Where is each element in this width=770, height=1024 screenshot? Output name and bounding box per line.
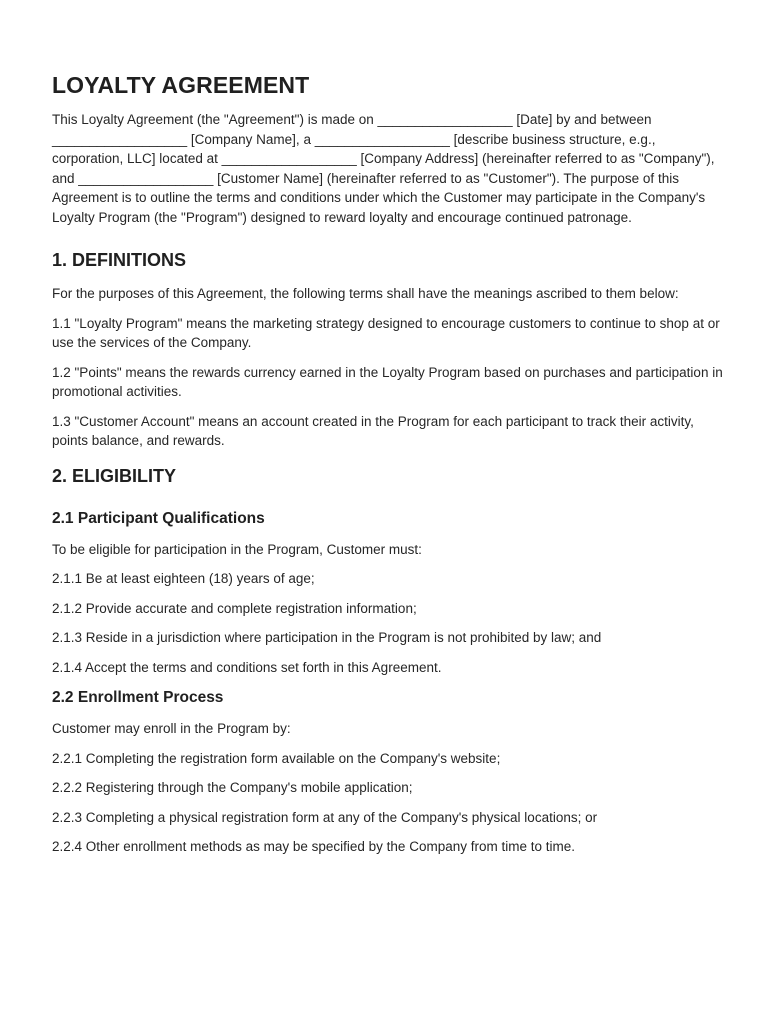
enrollment-item: 2.2.4 Other enrollment methods as may be specified by the Company from time to time. xyxy=(52,839,575,854)
definition-item: 1.2 "Points" means the rewards currency earned in the Loyalty Program based on purchases and participation in promotional activities. xyxy=(52,364,723,399)
enrollment-item: 2.2.2 Registering through the Company's mobile application; xyxy=(52,780,413,795)
qualifications-lead: To be eligible for participation in the Program, Customer must: xyxy=(52,541,422,557)
qualification-item: 2.1.3 Reside in a jurisdiction where participation in the Program is not prohibited by law; and xyxy=(52,630,602,645)
section-heading-definitions: 1. DEFINITIONS xyxy=(52,250,187,270)
subsection-heading-qualifications: 2.1 Participant Qualifications xyxy=(52,509,265,527)
enrollment-item: 2.2.3 Completing a physical registration form at any of the Company's physical locations; or xyxy=(52,809,598,825)
qualification-item: 2.1.1 Be at least eighteen (18) years of age; xyxy=(52,571,315,586)
enrollment-item: 2.2.1 Completing the registration form available on the Company's website; xyxy=(52,750,501,766)
qualification-item: 2.1.2 Provide accurate and complete registration information; xyxy=(52,600,417,616)
section-heading-eligibility: 2. ELIGIBILITY xyxy=(52,465,177,486)
qualification-item: 2.1.4 Accept the terms and conditions set forth in this Agreement. xyxy=(52,659,442,675)
intro-paragraph: This Loyalty Agreement (the "Agreement") is made on __________________ [Date] by and between __________________ [Company Name], a __________________ [describe business structure, e.g., corporation, LLC] located at __________________ [Company Address] (hereinafter referred to as "Company"), and __________________ [Customer Name] (hereinafter referred to as "Customer"). The purpose of this Agreement is to outline the terms and conditions under which the Customer may participate in the Company's Loyalty Program (the "Program") designed to reward loyalty and encourage continued patronage. xyxy=(52,112,715,225)
document-title: LOYALTY AGREEMENT xyxy=(52,72,310,98)
definition-item: 1.1 "Loyalty Program" means the marketing strategy designed to encourage customers to continue to shop at or use the services of the Company. xyxy=(52,315,720,350)
definition-item: 1.3 "Customer Account" means an account created in the Program for each participant to track their activity, points balance, and rewards. xyxy=(52,413,694,448)
document-page xyxy=(52,70,724,867)
subsection-heading-enrollment: 2.2 Enrollment Process xyxy=(52,689,224,706)
enrollment-lead: Customer may enroll in the Program by: xyxy=(52,721,291,736)
definitions-lead: For the purposes of this Agreement, the following terms shall have the meanings ascribed to them below: xyxy=(52,286,679,301)
